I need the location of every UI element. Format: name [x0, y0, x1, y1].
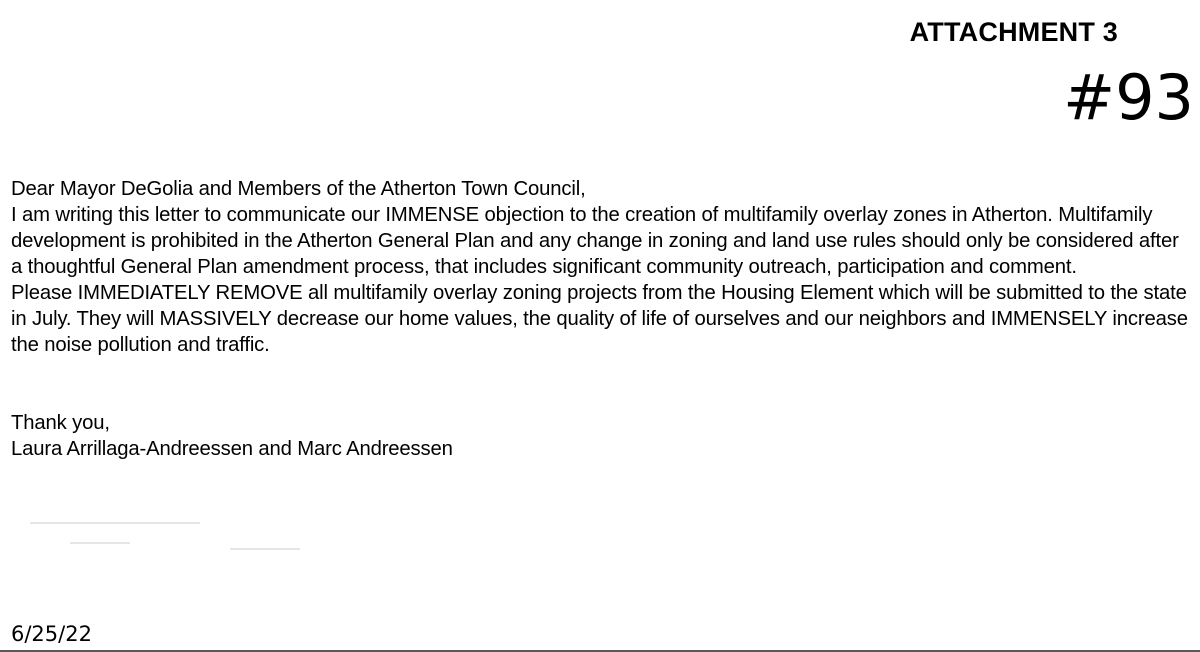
- paragraph-request: Please IMMEDIATELY REMOVE all multifamily overlay zoning projects from the Housing Element which will be submitted to the state in July. They will MASSIVELY decrease our home values, the quality of life of ourselves and our neighbors and IMMENSELY increase the noise pollution and traffic.: [11, 282, 1188, 356]
- faded-redacted-text: [30, 518, 350, 562]
- salutation: Dear Mayor DeGolia and Members of the Atherton Town Council,: [11, 178, 586, 200]
- document-number: #93: [1063, 61, 1194, 134]
- closing: Thank you,: [11, 412, 110, 434]
- letter-date: 6/25/22: [11, 622, 92, 646]
- signatories: Laura Arrillaga-Andreessen and Marc Andreessen: [11, 438, 453, 460]
- spacer: [11, 358, 1191, 410]
- attachment-label: ATTACHMENT 3: [909, 17, 1118, 47]
- paragraph-objection: I am writing this letter to communicate our IMMENSE objection to the creation of multifamily overlay zones in Atherton. Multifamily development is prohibited in the Atherton General Plan and any change in zoning and land use rules should only be considered after a thoughtful General Plan amendment process, that includes significant community outreach, participation and comment.: [11, 204, 1179, 278]
- letter-body: [11, 176, 1191, 462]
